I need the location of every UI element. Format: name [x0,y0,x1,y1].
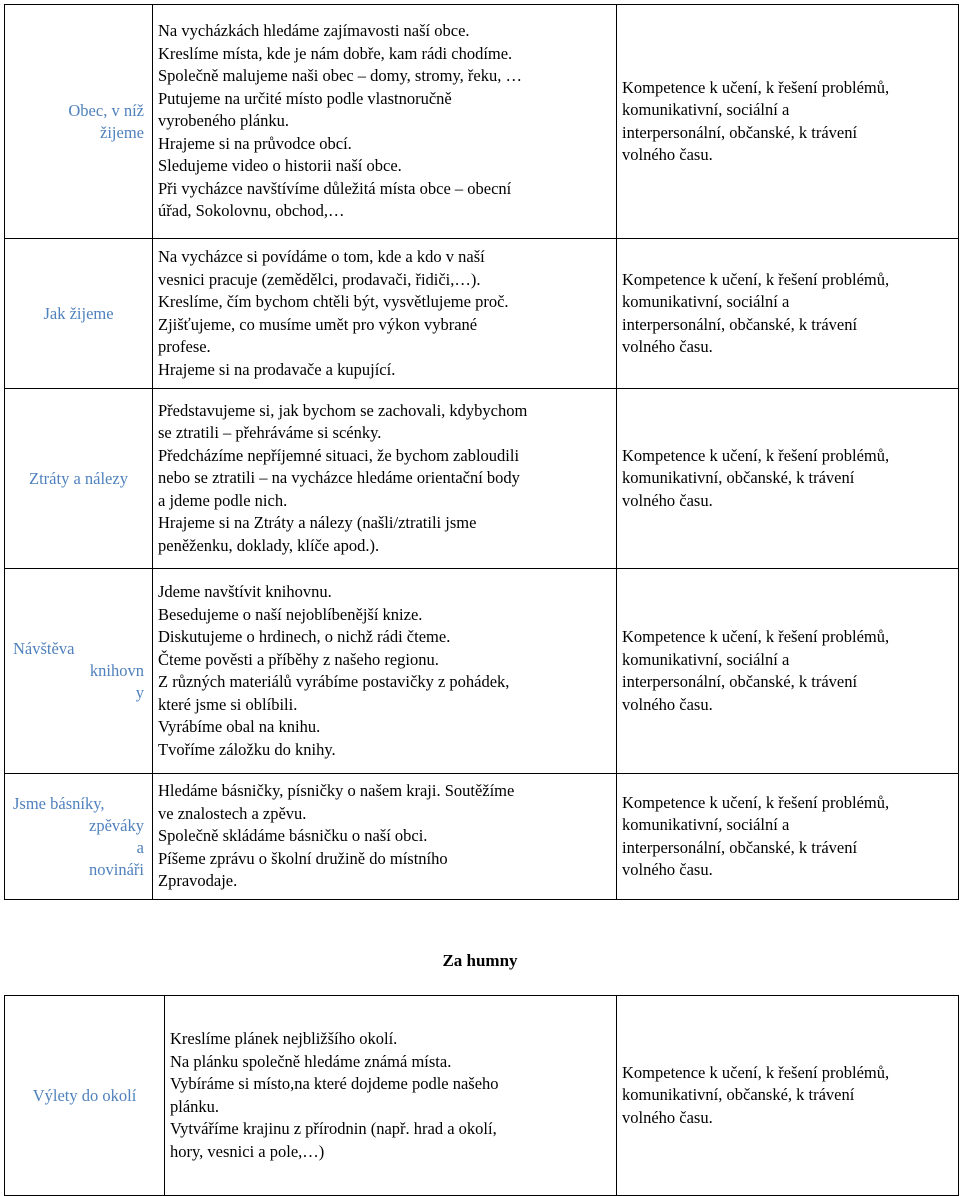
activities-cell [153,774,617,900]
activity-line: nebo se ztratili – na vycházce hledáme orientační body [158,468,520,488]
activity-line: Čteme pověsti a příběhy z našeho regionu. [158,649,439,669]
activity-line: Představujeme si, jak bychom se zachovali, kdybychom [158,400,528,420]
activity-line: Na vycházce si povídáme o tom, kde a kdo v naší [158,247,485,266]
activity-line: Hrajeme si na Ztráty a nálezy (našli/ztratili jsme [158,513,477,533]
activity-line: Zpravodaje. [158,871,238,891]
activity-line: Diskutujeme o hrdinech, o nichž rádi čteme. [158,627,451,646]
competence-line: volného času. [622,694,713,714]
competence-line: Kompetence k učení, k řešení problémů, [622,445,890,465]
activity-line: Společně malujeme naši obec – domy, stromy, řeku, … [158,66,522,86]
activity-line: vyrobeného plánku. [158,111,290,131]
activity-line: Předcházíme nepříjemné situaci, že bychom zabloudili [158,445,520,465]
activity-line: Hrajeme si na průvodce obcí. [158,133,352,153]
competence-line: komunikativní, občanské, k trávení [622,468,855,488]
activity-line: Při vycházce navštívíme důležitá místa obce – obecní [158,178,512,198]
activity-line: a jdeme podle nich. [158,490,288,510]
competence-line: interpersonální, občanské, k trávení [622,837,858,857]
competence-line: interpersonální, občanské, k trávení [622,314,858,334]
activity-line: peněženku, doklady, klíče apod.). [158,535,380,555]
activity-line: Píšeme zprávu o školní družině do místního [158,848,448,868]
competence-line: interpersonální, občanské, k trávení [622,122,858,142]
activity-line: Putujeme na určité místo podle vlastnoručně [158,88,452,108]
activity-line: hory, vesnici a pole,…) [170,1141,325,1161]
topic-line: Jsme básníky, [13,793,105,813]
activity-line: Sledujeme video o historii naší obce. [158,156,402,176]
competence-line: Kompetence k učení, k řešení problémů, [622,77,890,97]
competence-cell [617,569,959,774]
competence-line: volného času. [622,490,713,510]
activity-line: Vybíráme si místo,na které dojdeme podle našeho [170,1074,499,1093]
competence-cell [617,996,959,1196]
topic-line: Návštěva [13,639,75,658]
excursions-table [4,995,959,1196]
competence-line: Kompetence k učení, k řešení problémů, [622,1062,890,1082]
activity-line: Na plánku společně hledáme známá místa. [170,1051,452,1071]
topic-line: Ztráty a nálezy [29,468,128,488]
activities-cell [165,996,617,1196]
competence-cell [617,774,959,900]
activities-cell [153,389,617,569]
topic-line: zpěváky [89,815,144,835]
table-row [5,996,959,1196]
activity-line: Z různých materiálů vyrábíme postavičky z pohádek, [158,672,510,691]
competence-line: Kompetence k učení, k řešení problémů, [622,269,890,289]
competence-cell [617,239,959,389]
topic-cell [5,389,153,569]
activities-cell [153,5,617,239]
topic-cell [5,569,153,774]
activity-line: Hledáme básničky, písničky o našem kraji. Soutěžíme [158,781,515,801]
topic-line: Jak žijeme [43,303,114,323]
competence-line: komunikativní, sociální a [622,649,790,669]
topic-line: Výlety do okolí [32,1085,137,1105]
activity-line: úřad, Sokolovnu, obchod,… [158,201,345,221]
table-row [5,389,959,569]
topic-line: Obec, v níž [68,100,144,120]
topic-line: novináři [89,859,144,879]
topic-cell [5,239,153,389]
table-row [5,569,959,774]
competence-line: komunikativní, občanské, k trávení [622,1085,855,1105]
activity-line: Tvoříme záložku do knihy. [158,739,336,759]
table-row [5,239,959,389]
topic-line: žijeme [100,122,144,142]
activity-line: plánku. [170,1096,220,1116]
table-row [5,5,959,239]
competence-line: komunikativní, sociální a [622,292,790,311]
activity-line: Besedujeme o naší nejoblíbenější knize. [158,604,423,624]
activity-line: Na vycházkách hledáme zajímavosti naší obce. [158,21,470,41]
competence-cell [617,389,959,569]
competence-cell [617,5,959,239]
competence-line: komunikativní, sociální a [622,815,790,834]
activity-line: vesnici pracuje (zemědělci, prodavači, řidiči,…). [158,269,481,289]
topic-line: y [135,683,144,702]
competence-line: komunikativní, sociální a [622,100,790,119]
section-title: Za humny [442,951,518,970]
activity-line: Hrajeme si na prodavače a kupující. [158,359,396,379]
activity-line: ve znalostech a zpěvu. [158,803,307,823]
activity-line: Kreslíme místa, kde je nám dobře, kam rádi chodíme. [158,43,513,63]
activity-line: které jsme si oblíbili. [158,694,298,714]
topic-line: knihovn [89,661,144,680]
activity-line: Vytváříme krajinu z přírodnin (např. hrad a okolí, [170,1119,497,1138]
activity-line: Vyrábíme obal na knihu. [158,717,321,736]
activity-line: Jdeme navštívit knihovnu. [158,582,332,601]
topic-cell [5,5,153,239]
competence-line: volného času. [622,1107,713,1127]
activity-line: Společně skládáme básničku o naší obci. [158,826,428,846]
activity-line: Kreslíme, čím bychom chtěli být, vysvětlujeme proč. [158,292,509,311]
activity-line: profese. [158,337,211,356]
table-row [5,774,959,900]
competence-line: volného času. [622,860,713,879]
competence-line: volného času. [622,337,713,356]
activity-line: se ztratili – přehráváme si scénky. [158,423,382,443]
topic-cell [5,774,153,900]
activities-cell [153,569,617,774]
activity-line: Kreslíme plánek nejbližšího okolí. [170,1029,398,1048]
competence-line: Kompetence k učení, k řešení problémů, [622,792,890,812]
competence-line: volného času. [622,145,713,164]
competence-line: interpersonální, občanské, k trávení [622,672,858,691]
activities-cell [153,239,617,389]
competence-line: Kompetence k učení, k řešení problémů, [622,627,890,646]
activities-table [4,4,959,900]
topic-line: a [136,837,144,857]
topic-cell [5,996,165,1196]
activity-line: Zjišťujeme, co musíme umět pro výkon vybrané [158,314,478,334]
